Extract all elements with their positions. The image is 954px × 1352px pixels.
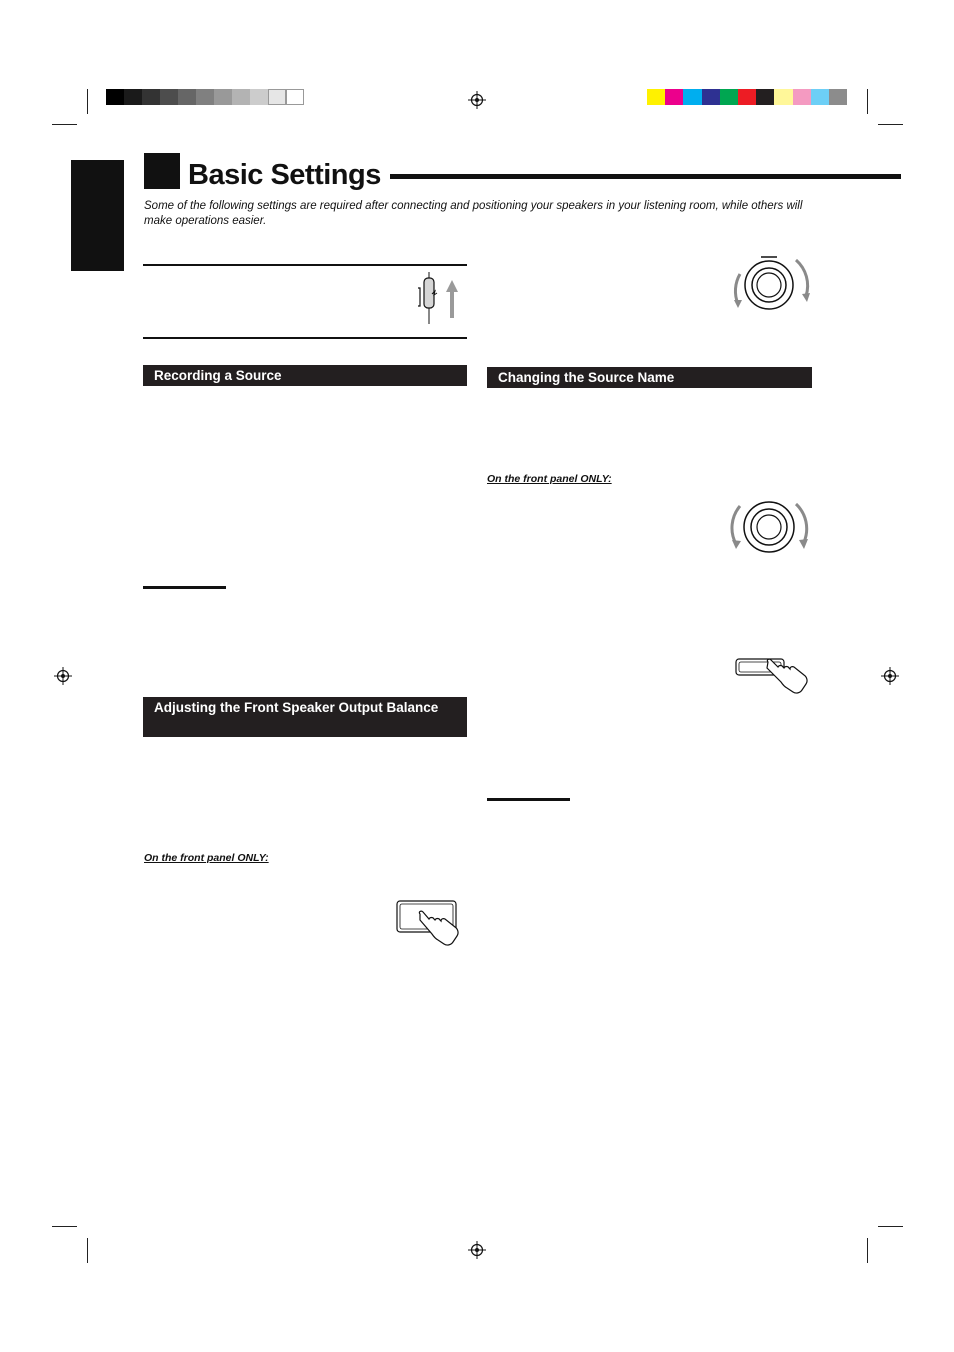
crop-mark xyxy=(52,124,77,125)
crop-mark xyxy=(87,89,88,114)
crop-mark xyxy=(87,1238,88,1263)
knob-rotate-icon xyxy=(730,252,812,312)
title-marker-block xyxy=(144,153,180,189)
calibration-swatch xyxy=(124,89,142,105)
section-heading-source-name: Changing the Source Name xyxy=(487,367,812,388)
note-rule xyxy=(487,798,570,801)
calibration-swatch xyxy=(702,89,720,105)
page-title: Basic Settings xyxy=(188,159,381,191)
section-heading-recording: Recording a Source xyxy=(143,365,467,386)
calibration-swatch xyxy=(683,89,701,105)
registration-mark-icon xyxy=(54,667,72,685)
calibration-swatch xyxy=(756,89,774,105)
crop-mark xyxy=(878,124,903,125)
box-bottom-rule xyxy=(143,337,467,339)
calibration-swatch xyxy=(738,89,756,105)
section-heading-balance: Adjusting the Front Speaker Output Balance xyxy=(143,697,467,737)
crop-mark xyxy=(878,1226,903,1227)
calibration-swatch xyxy=(106,89,124,105)
crop-mark xyxy=(52,1226,77,1227)
calibration-swatch xyxy=(214,89,232,105)
note-rule xyxy=(143,586,226,589)
crop-mark xyxy=(867,89,868,114)
registration-mark-icon xyxy=(468,91,486,109)
side-language-tab xyxy=(71,160,124,271)
registration-mark-icon xyxy=(468,1241,486,1259)
calibration-swatch xyxy=(829,89,847,105)
calibration-swatch xyxy=(720,89,738,105)
front-panel-note: On the front panel ONLY: xyxy=(144,852,269,864)
title-rule xyxy=(390,174,901,179)
button-press-hand-icon xyxy=(396,900,462,950)
box-top-rule xyxy=(143,264,467,266)
button-press-hand-icon xyxy=(735,658,811,698)
knob-rotate-icon xyxy=(728,496,812,556)
switch-slide-icon xyxy=(414,272,462,326)
calibration-swatch xyxy=(286,89,304,105)
calibration-swatch xyxy=(232,89,250,105)
calibration-swatch xyxy=(268,89,286,105)
calibration-swatch xyxy=(196,89,214,105)
calibration-swatch xyxy=(811,89,829,105)
intro-paragraph: Some of the following settings are required after connecting and positioning your speakers in your listening room, while others will make operations easier. xyxy=(144,200,803,227)
calibration-swatch xyxy=(665,89,683,105)
crop-mark xyxy=(867,1238,868,1263)
calibration-swatch xyxy=(178,89,196,105)
calibration-swatch xyxy=(160,89,178,105)
calibration-swatch xyxy=(774,89,792,105)
calibration-swatch xyxy=(647,89,665,105)
calibration-swatch xyxy=(793,89,811,105)
calibration-swatch xyxy=(142,89,160,105)
front-panel-note: On the front panel ONLY: xyxy=(487,473,612,485)
calibration-swatch xyxy=(250,89,268,105)
registration-mark-icon xyxy=(881,667,899,685)
